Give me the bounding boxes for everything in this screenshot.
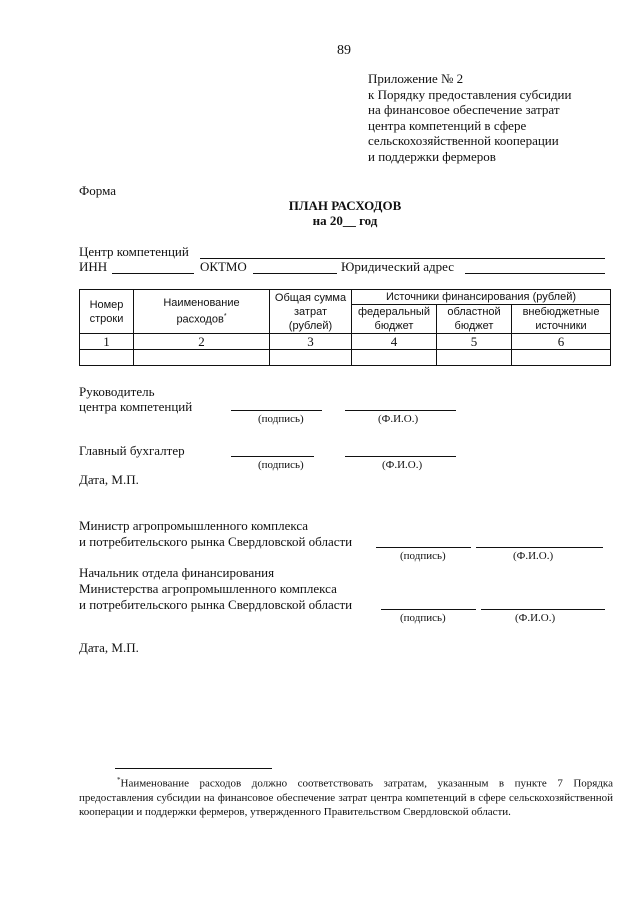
table-empty-row bbox=[80, 350, 611, 366]
date-stamp-label: Дата, М.П. bbox=[79, 640, 139, 655]
name-caption: (Ф.И.О.) bbox=[382, 459, 423, 471]
accountant-signature-line[interactable] bbox=[231, 456, 314, 457]
appendix-line: сельскохозяйственной кооперации bbox=[368, 133, 559, 148]
table-header-row bbox=[80, 290, 611, 305]
table-number-row bbox=[80, 334, 611, 350]
finance-head-line2: Министерства агропромышленного комплекса bbox=[79, 581, 337, 596]
inn-input-line[interactable] bbox=[112, 273, 194, 274]
table-cell[interactable] bbox=[134, 350, 270, 366]
address-label: Юридический адрес bbox=[341, 259, 455, 274]
minister-name-line[interactable] bbox=[476, 547, 603, 548]
appendix-line: и поддержки фермеров bbox=[368, 148, 496, 164]
name-caption: (Ф.И.О.) bbox=[515, 612, 556, 624]
column-number: 5 bbox=[437, 334, 512, 350]
table-cell[interactable] bbox=[352, 350, 437, 366]
finance-head-line3: и потребительского рынка Свердловской области bbox=[79, 597, 353, 612]
footnote-text: Наименование расходов должно соответствовать затратам, указанным в пункте 7 Порядка предоставления субсидии на финансовое обеспечение затрат центра компетенций в сфере сельскохозяйственной кооперации и поддержки фермеров, утвержденного Правительством Свердловской области. bbox=[79, 777, 613, 818]
footnote-separator bbox=[115, 768, 272, 769]
footnote bbox=[79, 773, 613, 819]
form-label: Форма bbox=[79, 183, 116, 198]
appendix-line: центра компетенций в сфере bbox=[368, 117, 527, 133]
finance-head-signature-line[interactable] bbox=[381, 609, 476, 610]
finance-head-name-line[interactable] bbox=[481, 609, 605, 610]
document-subtitle: на 20__ год bbox=[312, 213, 378, 228]
signature-caption: (подпись) bbox=[400, 612, 446, 624]
inn-label: ИНН bbox=[79, 259, 108, 274]
column-number: 6 bbox=[512, 334, 611, 350]
header-federal-budget: федеральный бюджет bbox=[352, 305, 437, 334]
appendix-header bbox=[368, 71, 571, 164]
minister-signature-line[interactable] bbox=[376, 547, 471, 548]
signature-caption: (подпись) bbox=[258, 459, 304, 471]
table-cell[interactable] bbox=[512, 350, 611, 366]
header-funding-sources: Источники финансирования (рублей) bbox=[352, 290, 611, 305]
page-number: 89 bbox=[337, 43, 351, 58]
appendix-line: на финансовое обеспечение затрат bbox=[368, 102, 560, 117]
head-signature-line[interactable] bbox=[231, 410, 322, 411]
name-caption: (Ф.И.О.) bbox=[378, 413, 419, 425]
column-number: 4 bbox=[352, 334, 437, 350]
accountant-title: Главный бухгалтер bbox=[79, 443, 185, 458]
signature-caption: (подпись) bbox=[258, 413, 304, 425]
finance-head-line1: Начальник отдела финансирования bbox=[79, 565, 275, 580]
appendix-line: Приложение № 2 bbox=[368, 71, 464, 86]
head-title-line2: центра компетенций bbox=[79, 399, 193, 414]
header-row-number: Номер строки bbox=[80, 290, 134, 334]
center-label: Центр компетенций bbox=[79, 244, 189, 259]
oktmo-input-line[interactable] bbox=[253, 273, 337, 274]
minister-title-line2: и потребительского рынка Свердловской области bbox=[79, 534, 353, 549]
name-caption: (Ф.И.О.) bbox=[513, 550, 554, 562]
accountant-name-line[interactable] bbox=[345, 456, 456, 457]
header-extrabudgetary: внебюджетные источники bbox=[512, 305, 611, 334]
header-regional-budget: областной бюджет bbox=[437, 305, 512, 334]
column-number: 2 bbox=[134, 334, 270, 350]
expense-plan-table bbox=[79, 289, 611, 366]
address-input-line[interactable] bbox=[465, 273, 605, 274]
table-cell[interactable] bbox=[437, 350, 512, 366]
footnote-marker: * bbox=[117, 776, 121, 784]
header-expense-name: Наименование расходов* bbox=[134, 290, 270, 334]
head-name-line[interactable] bbox=[345, 410, 456, 411]
head-title-line1: Руководитель bbox=[79, 384, 155, 399]
header-total-amount: Общая сумма затрат (рублей) bbox=[270, 290, 352, 334]
table-cell[interactable] bbox=[270, 350, 352, 366]
appendix-line: к Порядку предоставления субсидии bbox=[368, 86, 572, 102]
column-number: 3 bbox=[270, 334, 352, 350]
minister-title-line1: Министр агропромышленного комплекса bbox=[79, 518, 309, 533]
signature-caption: (подпись) bbox=[400, 550, 446, 562]
document-title: ПЛАН РАСХОДОВ bbox=[288, 198, 402, 213]
oktmo-label: ОКТМО bbox=[200, 259, 247, 274]
column-number: 1 bbox=[80, 334, 134, 350]
date-stamp-label: Дата, М.П. bbox=[79, 472, 139, 487]
table-cell[interactable] bbox=[80, 350, 134, 366]
